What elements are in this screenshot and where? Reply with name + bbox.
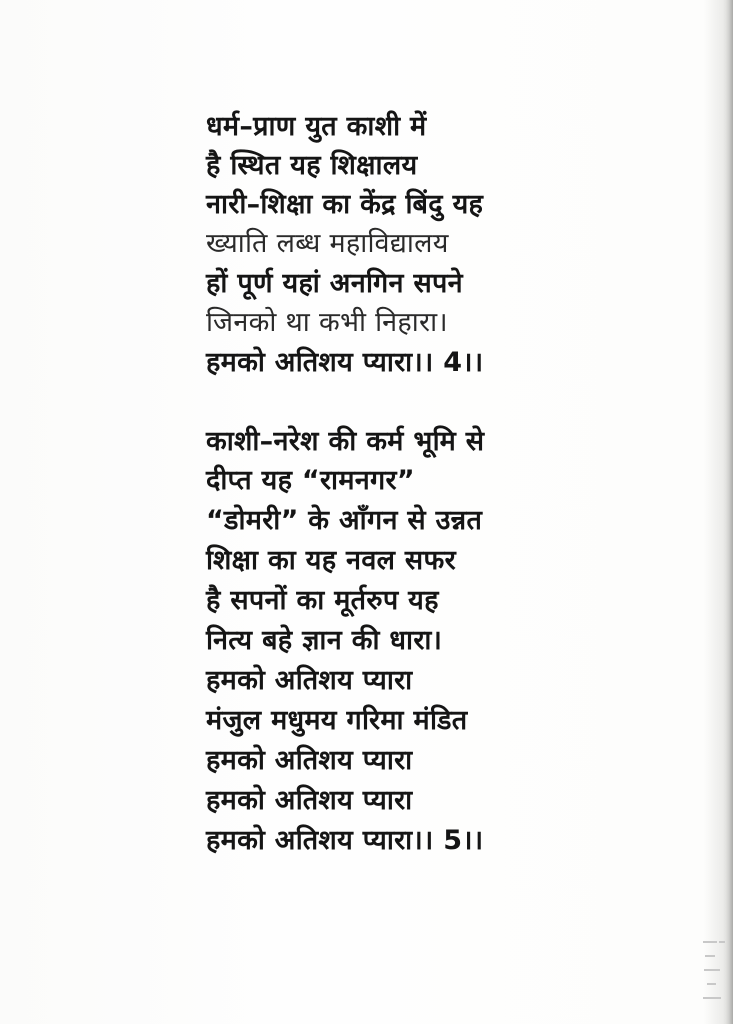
poem-line: हों पूर्ण यहां अनगिन सपने — [206, 268, 463, 299]
poem-line: धर्म–प्राण युत काशी में — [206, 111, 427, 142]
poem-line: ख्याति लब्ध महाविद्यालय — [206, 228, 449, 259]
poem-line-refrain: हमको अतिशय प्यारा।। 5।। — [206, 825, 484, 856]
poem-line: नित्य बहे ज्ञान की धारा। — [206, 625, 443, 656]
bleed-through-marks — [701, 935, 727, 1015]
poem-line-refrain: हमको अतिशय प्यारा।। 4।। — [206, 347, 484, 378]
poem-line: है सपनों का मूर्तरुप यह — [206, 585, 439, 616]
poem-line: है स्थित यह शिक्षालय — [206, 150, 418, 181]
poem-line-refrain: हमको अतिशय प्यारा — [206, 785, 413, 816]
poem-line: नारी–शिक्षा का केंद्र बिंदु यह — [206, 189, 484, 220]
poem-line: दीप्त यह “रामनगर” — [206, 465, 415, 496]
poem-line: मंजुल मधुमय गरिमा मंडित — [206, 705, 468, 736]
poem-line: काशी–नरेश की कर्म भूमि से — [206, 426, 485, 457]
poem-line: शिक्षा का यह नवल सफर — [206, 545, 456, 576]
poem-line-refrain: हमको अतिशय प्यारा — [206, 745, 413, 776]
poem-line: “डोमरी” के आँगन से उन्नत — [206, 505, 483, 536]
poem-line-refrain: हमको अतिशय प्यारा — [206, 665, 413, 696]
poem-line: जिनको था कभी निहारा। — [206, 307, 448, 338]
